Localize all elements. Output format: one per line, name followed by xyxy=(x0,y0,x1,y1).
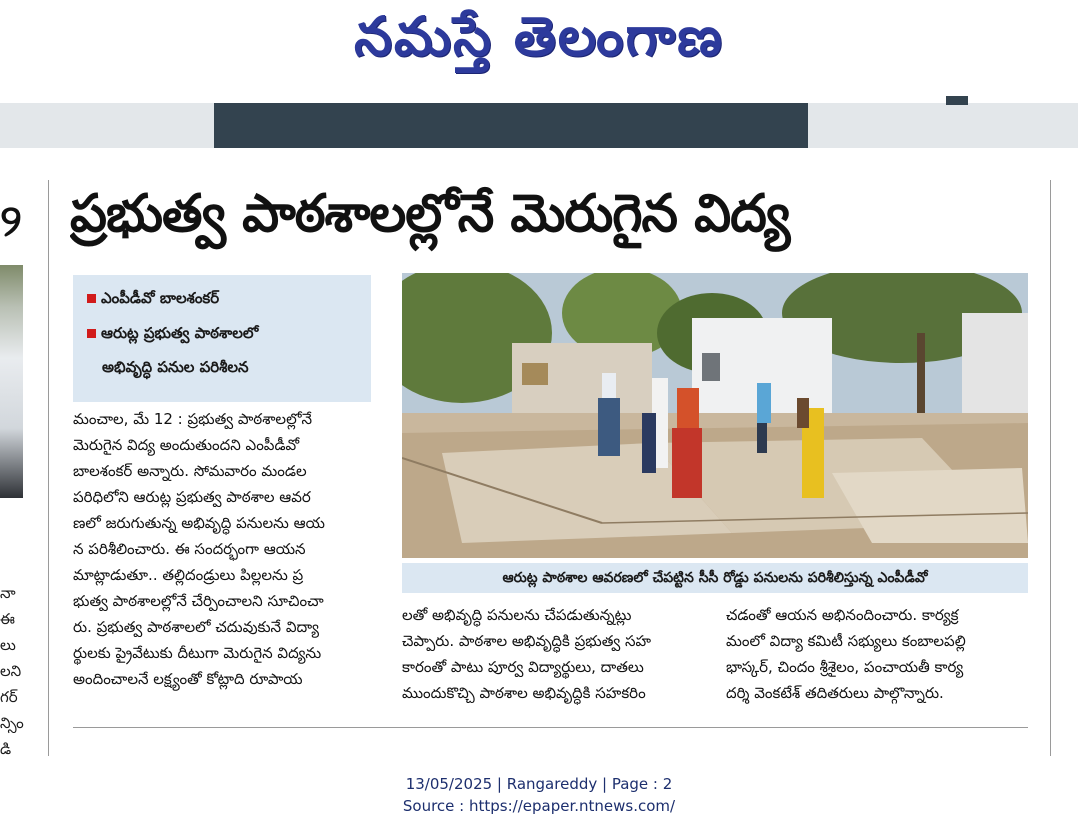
adjacent-article-fragment: ୨ xyxy=(0,196,22,247)
article-column-2 xyxy=(402,602,702,706)
adjacent-text-6: న్సిం xyxy=(0,714,24,732)
text-line: న పరిశీలించారు. ఈ సందర్భంగా ఆయన xyxy=(73,540,306,558)
text-line: చడంతో ఆయన అభినందించారు. కార్యక్ర xyxy=(726,606,959,624)
adjacent-text-7: డి xyxy=(0,740,12,756)
column-rule-left xyxy=(48,180,49,756)
top-band-left xyxy=(0,103,214,148)
text-line: భాస్కర్, చిందం శ్రీశైలం, పంచాయతీ కార్య xyxy=(726,658,964,676)
top-band-right xyxy=(808,103,1078,148)
text-line: రు. ప్రభుత్వ పాఠశాలలో చదువుకునే విద్యా xyxy=(73,618,319,636)
text-line: మంలో విద్యా కమిటీ సభ్యులు కంబాలపల్లి xyxy=(726,632,966,650)
footer-source-line: Source : https://epaper.ntnews.com/ xyxy=(402,797,676,815)
text-line: ర్థులకు ప్రైవేటుకు దీటుగా మెరుగైన విద్యను xyxy=(73,644,322,662)
band-fragment xyxy=(946,96,968,105)
highlight-item-2 xyxy=(87,324,258,346)
article-headline: ప్రభుత్వ పాఠశాలల్లోనే మెరుగైన విద్య xyxy=(70,184,790,244)
text-line: దర్శి వెంకటేశ్ తదితరులు పాల్గొన్నారు. xyxy=(726,684,944,702)
photo-school-courtyard xyxy=(402,273,1028,558)
article-column-3 xyxy=(726,602,1028,706)
text-line: అందించాలనే లక్ష్యంతో కోట్లాది రూపాయ xyxy=(73,670,303,688)
text-line: మాట్లాడుతూ.. తల్లిదండ్రులు పిల్లలను ప్ర xyxy=(73,566,304,584)
adjacent-photo-fragment xyxy=(0,265,23,498)
text-line: భుత్వ పాఠశాలల్లోనే చేర్పించాలని సూచించా xyxy=(73,592,324,610)
article-photo xyxy=(402,273,1028,558)
text-line: ణలో జరుగుతున్న అభివృద్ధి పనులను ఆయ xyxy=(73,514,325,532)
top-band-photo xyxy=(214,103,808,148)
highlight-text-1: ఎంపీడీవో బాలశంకర్ xyxy=(101,289,220,307)
column-rule-right xyxy=(1050,180,1051,756)
article-column-1 xyxy=(73,406,375,692)
highlight-text-2: ఆరుట్ల ప్రభుత్వ పాఠశాలలో xyxy=(101,324,259,342)
text-line: బాలశంకర్ అన్నారు. సోమవారం మండల xyxy=(73,462,307,480)
article-bottom-rule xyxy=(73,727,1028,728)
text-line: కారంతో పాటు పూర్వ విద్యార్థులు, దాతలు xyxy=(402,658,644,676)
text-line: చెప్పారు. పాఠశాల అభివృద్ధికి ప్రభుత్వ సహ xyxy=(402,632,651,650)
text-line: ముందుకొచ్చి పాఠశాల అభివృద్ధికి సహకరిం xyxy=(402,684,646,702)
bullet-icon xyxy=(87,329,96,338)
adjacent-text-2: ఈ xyxy=(0,610,15,628)
highlights-box xyxy=(73,275,371,402)
photo-caption: ఆరుట్ల పాఠశాల ఆవరణలో చేపట్టిన సీసీ రోడ్డు పనులను పరిశీలిస్తున్న ఎంపీడీవో xyxy=(402,563,1028,593)
highlight-item-1 xyxy=(87,289,219,311)
text-line: మంచాల, మే 12 : ప్రభుత్వ పాఠశాలల్లోనే xyxy=(73,410,313,428)
adjacent-text-4: లని xyxy=(0,662,22,680)
bullet-icon xyxy=(87,294,96,303)
text-line: పరిధిలోని ఆరుట్ల ప్రభుత్వ పాఠశాల ఆవర xyxy=(73,488,311,506)
highlight-text-2-cont: అభివృద్ధి పనుల పరిశీలన xyxy=(102,358,249,376)
masthead xyxy=(0,0,1078,100)
footer-date-line: 13/05/2025 | Rangareddy | Page : 2 xyxy=(405,775,673,793)
adjacent-text-3: లు xyxy=(0,636,16,654)
newspaper-logo: నమస్తే తెలంగాణ xyxy=(354,4,724,68)
text-line: మెరుగైన విద్య అందుతుందని ఎంపీడీవో xyxy=(73,436,300,454)
text-line: లతో అభివృద్ధి పనులను చేపడుతున్నట్లు xyxy=(402,606,632,624)
adjacent-text-1: నా xyxy=(0,584,16,602)
next-article-headline-fragment xyxy=(110,744,1010,756)
adjacent-text-5: గర్ xyxy=(0,688,18,706)
